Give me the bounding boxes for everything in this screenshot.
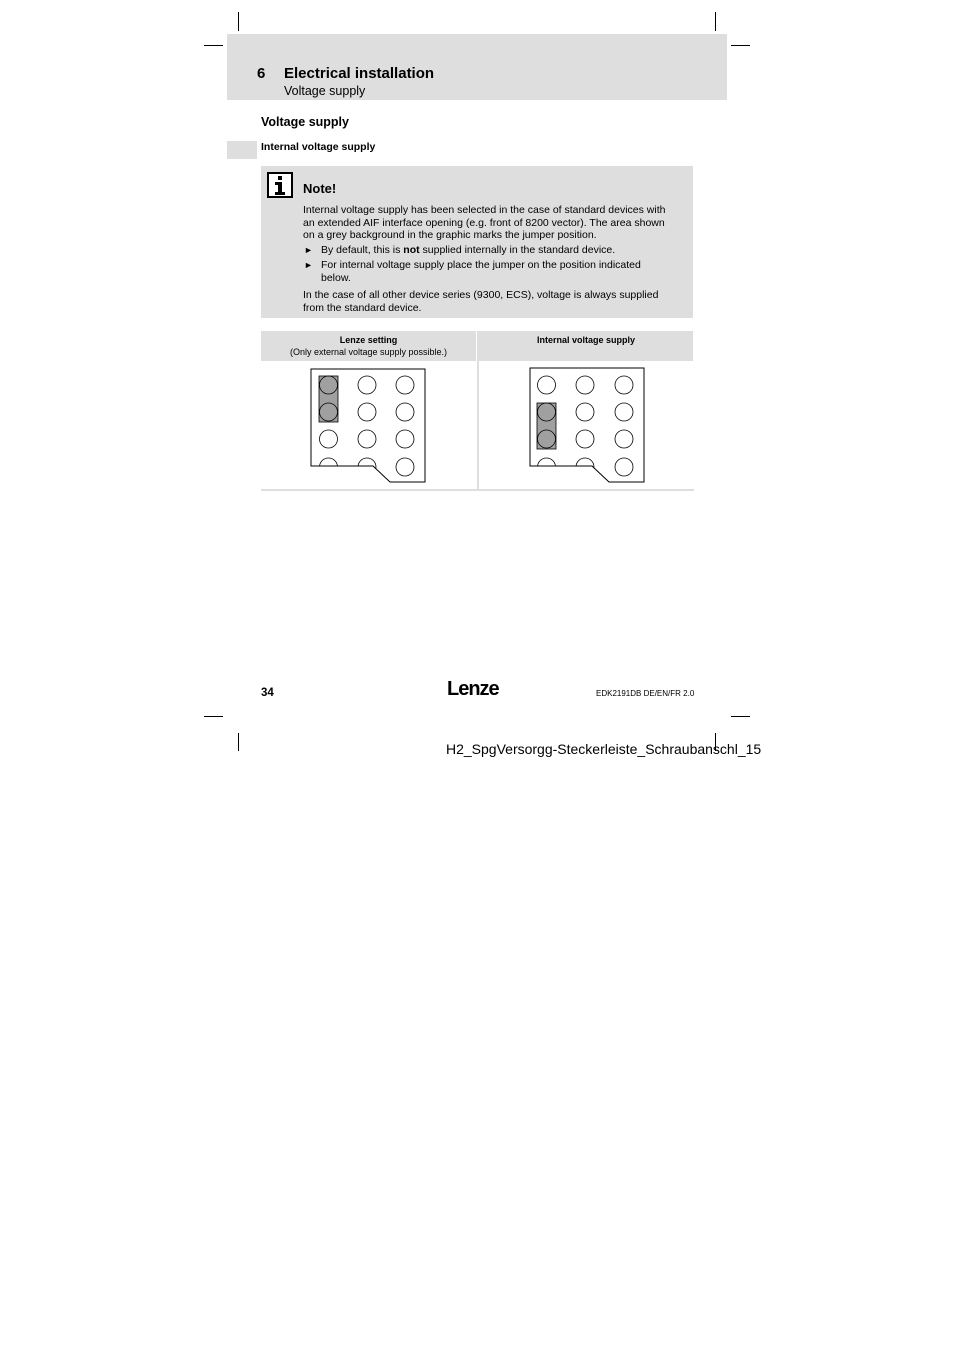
page-number: 34 [261,687,274,699]
note-bullet-text: supplied internally in the standard device. [419,244,616,256]
chapter-number: 6 [257,65,266,82]
note-line: Internal voltage supply has been selected in the case of standard devices with [303,204,666,216]
side-marker [227,141,257,159]
lenze-logo: Lenze [447,678,499,700]
table-header-title: Lenze setting [339,335,398,345]
subsection-heading: Internal voltage supply [261,141,376,153]
info-icon [267,172,293,198]
jumper-highlight [319,376,338,422]
crop-mark [238,12,239,31]
jumper-diagram-internal-supply [529,367,646,484]
section-heading: Voltage supply [261,115,349,129]
crop-mark [204,716,223,717]
crop-mark [204,45,223,46]
note-bullet [321,259,641,284]
bullet-arrow-icon: ► [304,245,313,255]
table-header-internal-supply [479,331,693,361]
note-paragraph [303,204,665,242]
jumper-diagram-lenze-setting [310,368,427,484]
note-line: In the case of all other device series (9300, ECS), voltage is always supplied [303,289,659,301]
chapter-subtitle: Voltage supply [284,84,366,98]
note-bullet-emphasis: not [403,244,420,256]
note-line: on a grey background in the graphic marks the jumper position. [303,229,597,242]
crop-mark [238,733,239,751]
bullet-arrow-icon: ► [304,260,313,270]
jumper-highlight [537,403,556,449]
note-bullet-text: By default, this is [321,244,404,256]
note-line: an extended AIF interface opening (e.g. front of 8200 vector). The area shown [303,216,665,229]
chapter-title: Electrical installation [284,65,435,82]
note-bullet [321,244,615,257]
table-header-title: Internal voltage supply [536,335,636,345]
note-title: Note! [303,181,337,196]
document-code: EDK2191DB DE/EN/FR 2.0 [596,689,695,698]
table-bottom-rule [261,489,694,491]
note-line: For internal voltage supply place the jumper on the position indicated [321,259,641,271]
table-header-subtitle: (Only external voltage supply possible.) [289,346,448,357]
note-line: from the standard device. [303,301,422,314]
note-line: below. [321,271,351,284]
crop-mark [715,12,716,31]
table-header-lenze-setting [261,331,476,361]
file-reference: H2_SpgVersorgg-Steckerleiste_Schraubanschl_15 [446,741,762,757]
crop-mark [731,45,750,46]
table-divider [477,331,479,490]
crop-mark [731,716,750,717]
note-paragraph [303,289,658,314]
